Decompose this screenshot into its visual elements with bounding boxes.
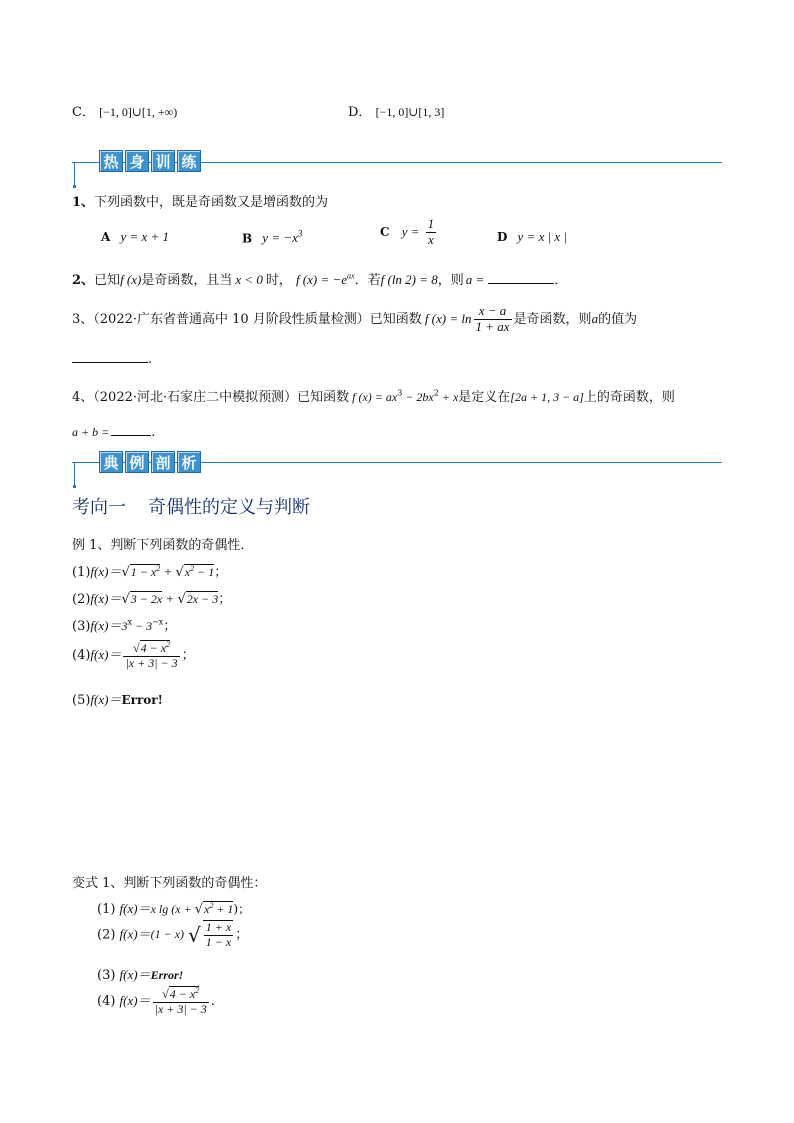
expr: + x [438, 390, 459, 404]
variant-1-title: 变式 1、判断下列函数的奇偶性： [72, 876, 267, 891]
error-text: Error! [150, 968, 184, 982]
banner-tick [74, 162, 75, 186]
numerator: $√4 - x^2$ [123, 640, 179, 657]
expr: f (x) = −e [295, 272, 348, 287]
expr: f(x)＝ [90, 591, 122, 606]
question-number: 2、 [72, 273, 95, 288]
expr: a [591, 310, 599, 326]
radicand [203, 901, 233, 916]
denominator: x [428, 231, 434, 247]
heading-prefix: 考向一 [72, 497, 126, 518]
variant-1-item [97, 986, 215, 1017]
exponent: 3 [297, 229, 303, 239]
expr: − 1 [194, 565, 215, 579]
exponent: 2 [195, 986, 200, 995]
expr: f(x)＝ [90, 618, 122, 633]
answer-blank[interactable] [488, 283, 554, 284]
option-d-label: D． [348, 105, 372, 120]
question-3 [72, 304, 637, 335]
banner-char: 练 [177, 150, 201, 172]
text: 是奇函数，且当 [141, 273, 233, 288]
banner-char: 析 [177, 451, 201, 473]
text: . [151, 425, 156, 440]
item-index: (2) [97, 927, 120, 943]
option-label: C [380, 224, 390, 239]
banner-char: 剖 [151, 451, 175, 473]
expr: f (x) = ln [424, 310, 472, 326]
banner-title [99, 451, 201, 473]
heading-title: 奇偶性的定义与判断 [148, 497, 310, 518]
fraction [426, 217, 437, 248]
exponent: 2 [433, 388, 439, 398]
example-1-item [72, 561, 227, 580]
text: ． [554, 273, 568, 288]
exponent: ax [347, 271, 355, 281]
q1-option-a [101, 229, 169, 245]
option-label: A [101, 230, 111, 244]
option-expression [262, 230, 302, 245]
numerator: $√4 - x^2$ [153, 986, 209, 1003]
item-index: (1) [97, 902, 120, 917]
question-1 [72, 191, 328, 210]
sqrt-sign: √ [194, 902, 203, 917]
exponent: 2 [190, 564, 195, 573]
item-index: (4) [97, 993, 120, 1009]
expr: + 1 [213, 902, 234, 916]
sqrt-sign: √ [121, 565, 130, 580]
numerator: 1 [427, 216, 435, 231]
text: . [148, 352, 153, 367]
sqrt-sign: √ [177, 592, 186, 607]
denominator: |x + 3| − 3 [125, 655, 178, 670]
text: 时， [265, 273, 292, 288]
fraction [123, 640, 179, 671]
fraction [474, 304, 512, 335]
expr: f (x) = ax [352, 390, 398, 404]
expr: x < 0 [235, 272, 263, 287]
text: 已知 [94, 273, 121, 288]
option-c [72, 101, 177, 120]
denominator: 1 − x [205, 934, 232, 949]
expr: a + b = [72, 425, 110, 439]
option-label: D [497, 230, 508, 244]
expr: 4 − x [169, 987, 196, 1001]
variant-1-item [97, 964, 183, 983]
expr: + [160, 564, 176, 579]
option-expression: y = x + 1 [120, 229, 170, 244]
denominator: 1 + ax [475, 318, 510, 334]
numerator: 1 + x [205, 920, 232, 934]
expr: f (ln 2) = 8 [380, 272, 438, 287]
question-4 [72, 386, 675, 405]
text: . [210, 993, 215, 1009]
q4-answer-line [72, 425, 155, 440]
item-index: (3) [97, 968, 120, 983]
item-index: (2) [72, 592, 91, 607]
q3-answer-line [72, 352, 152, 367]
q1-option-d [497, 229, 567, 245]
banner-dot [73, 185, 76, 188]
expr: 1 − x [130, 565, 157, 579]
expr: f(x)＝ [119, 901, 151, 916]
sqrt-sign: √ [188, 922, 201, 947]
exponent: −x [152, 617, 164, 627]
expr: x [203, 902, 210, 916]
expr: f(x)＝ [119, 926, 151, 942]
text: 是奇函数，则 [513, 311, 592, 327]
banner-char: 热 [99, 150, 123, 172]
example-1-item [72, 588, 231, 607]
example-1-item [72, 689, 163, 708]
expr: f(x)＝ [119, 992, 151, 1008]
text: 上的奇函数，则 [583, 390, 675, 405]
example-1-title: 例 1、判断下列函数的奇偶性． [72, 538, 254, 553]
text: )； [233, 902, 251, 916]
question-number: 4、 [72, 390, 94, 405]
expr-part: y = [401, 223, 420, 239]
item-index: (5) [72, 693, 91, 708]
expr: x lg (x + [150, 902, 195, 916]
banner-char: 身 [125, 150, 149, 172]
expr: a = [465, 272, 485, 287]
expr-part: y = −x [262, 230, 298, 246]
option-d-expression: [−1, 0]∪[1, 3] [375, 105, 445, 119]
exponent: 2 [166, 640, 171, 649]
exponent: 2 [156, 564, 161, 573]
option-c-label: C． [72, 105, 95, 120]
banner-char: 典 [99, 451, 123, 473]
text: ．若 [354, 273, 381, 288]
expr: + [162, 591, 178, 606]
option-expression: y = x | x | [517, 229, 568, 244]
item-index: (3) [72, 619, 91, 634]
exponent: 2 [209, 901, 214, 910]
section-heading [72, 493, 310, 519]
expr: (1 − x) [150, 927, 185, 942]
expr: [2a + 1, 3 − a] [510, 390, 584, 404]
expr: − 2bx [402, 390, 434, 404]
text: 是定义在 [458, 390, 511, 405]
expr: 3 [121, 619, 128, 633]
sqrt-sign: √ [175, 565, 184, 580]
text: ； [163, 619, 177, 634]
fraction [203, 920, 233, 950]
exponent: 3 [397, 388, 403, 398]
text: （2022·广东省普通高中 10 月阶段性质量检测）已知函数 [93, 311, 422, 327]
sqrt-sign: √ [121, 592, 130, 607]
text: ； [181, 647, 195, 663]
text: （2022·河北·石家庄二中模拟预测）已知函数 [93, 390, 350, 405]
question-number: 3、 [72, 311, 94, 327]
item-index: (1) [72, 565, 91, 580]
question-number: 1、 [72, 195, 95, 210]
text: ； [218, 592, 232, 607]
example-1-item [72, 640, 195, 671]
option-c-expression: [−1, 0]∪[1, +∞) [99, 105, 178, 119]
option-label: B [242, 231, 253, 246]
variant-1-item [97, 920, 248, 950]
expr: 4 − x [140, 641, 167, 655]
text: ，则 [437, 273, 464, 288]
expr: f (x) [120, 272, 142, 287]
expr: f(x)＝ [119, 967, 151, 982]
banner-dot [73, 485, 76, 488]
exponent: x [127, 617, 132, 627]
expr: x [184, 565, 191, 579]
radicand: 2x − 3 [186, 592, 219, 606]
question-text: 下列函数中，既是奇函数又是增函数的为 [94, 195, 329, 210]
variant-1-item [97, 898, 250, 917]
banner-title [99, 150, 201, 172]
item-index: (4) [72, 647, 91, 663]
banner-tick [74, 462, 75, 486]
text: 的值为 [598, 311, 638, 327]
expr: f(x)＝ [90, 564, 122, 579]
fraction [153, 986, 209, 1017]
radicand [130, 564, 160, 579]
answer-blank[interactable] [111, 435, 151, 436]
expr: f(x)＝ [90, 692, 122, 707]
q1-option-c [380, 217, 438, 248]
radicand: 3 − 2x [130, 592, 163, 606]
question-2 [72, 269, 567, 288]
banner-char: 例 [125, 451, 149, 473]
q1-option-b [242, 229, 302, 246]
expr: f(x)＝ [90, 646, 122, 662]
numerator: x − a [474, 304, 512, 320]
answer-blank[interactable] [72, 362, 148, 363]
example-1-item [72, 615, 176, 634]
text: ； [235, 927, 249, 943]
radicand [184, 564, 214, 579]
banner-char: 训 [151, 150, 175, 172]
error-text: Error! [121, 693, 163, 707]
option-d [348, 101, 444, 120]
expr: − 3 [131, 619, 153, 633]
text: ； [214, 565, 228, 580]
denominator: |x + 3| − 3 [154, 1001, 207, 1016]
